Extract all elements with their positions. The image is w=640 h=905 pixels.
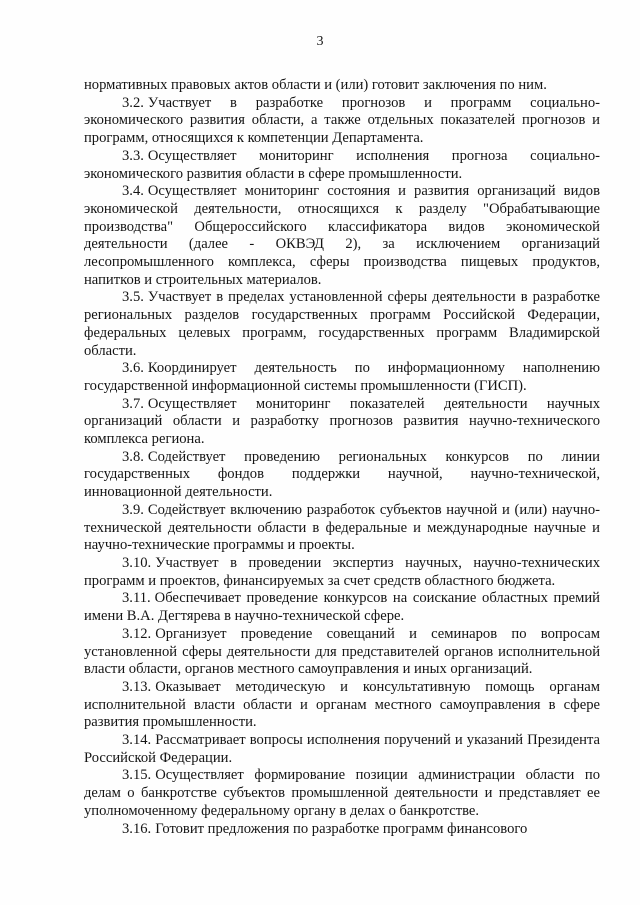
paragraph-number: 3.6.: [122, 360, 144, 377]
paragraph-number: 3.15.: [122, 767, 152, 784]
paragraph-3-13: [84, 679, 600, 732]
paragraph-text: Содействует проведению региональных конкурсов по линии государственных фондов поддержки научной, научно-технической, инновационной деятельности.: [84, 448, 600, 501]
paragraph-number: 3.10.: [122, 554, 152, 571]
paragraph-3-14: [84, 732, 600, 767]
paragraph-text: Осуществляет формирование позиции администрации области по делам о банкротстве субъектов промышленной деятельности и представляет ее уполномоченному федеральному органу в делах о банкротстве.: [84, 767, 600, 819]
paragraph-text: Участвует в разработке прогнозов и программ социально-экономического развития области, а также отдельных показателей прогнозов и программ, относящихся к компетенции Департамента.: [84, 94, 600, 147]
paragraph-text: Участвует в пределах установленной сферы деятельности в разработке региональных разделов государственных программ Российской Федерации, федеральных целевых программ, государственных программ Владимирской области.: [84, 289, 600, 359]
paragraph-text: Готовит предложения по разработке программ финансового: [155, 820, 528, 837]
paragraph-number: 3.11.: [122, 590, 151, 607]
paragraph-text: Обеспечивает проведение конкурсов на соискание областных премий имени В.А. Дегтярева в научно-технической сфере.: [84, 590, 600, 625]
paragraph-3-15: [84, 767, 600, 820]
paragraph-number: 3.5.: [122, 289, 144, 306]
paragraph-number: 3.9.: [122, 501, 144, 518]
paragraph-3-11: [84, 590, 600, 625]
paragraph-3-6: [84, 360, 600, 395]
paragraph-number: 3.12.: [122, 625, 152, 642]
paragraph-3-10: [84, 555, 600, 590]
paragraph-number: 3.3.: [122, 147, 144, 164]
paragraph-text: Осуществляет мониторинг состояния и развития организаций видов экономической деятельности, относящихся к разделу "Обрабатывающие производства" Общероссийского классификатора видов экономической деятельности (далее - ОКВЭД 2), за исключением организаций лесопромышленного комплекса, сферы производства пищевых продуктов, напитков и строительных материалов.: [84, 183, 600, 288]
paragraph-3-9: [84, 502, 600, 555]
paragraph-3-12: [84, 626, 600, 679]
paragraph-number: 3.4.: [122, 183, 144, 200]
paragraph-number: 3.13.: [122, 678, 152, 695]
paragraph-text: Осуществляет мониторинг показателей деятельности научных организаций области и разработку прогнозов развития научно-технического комплекса региона.: [84, 395, 600, 448]
page-number: 3: [316, 34, 324, 49]
paragraph-text: Организует проведение совещаний и семинаров по вопросам установленной сферы деятельности для представителей органов исполнительной власти области, органов местного самоуправления и иных организаций.: [84, 625, 600, 678]
paragraph-text: Координирует деятельность по информационному наполнению государственной информационной системы промышленности (ГИСП).: [84, 360, 600, 394]
paragraph-3-2: [84, 95, 600, 148]
paragraph-number: 3.2.: [122, 94, 144, 111]
paragraph-continuation: [84, 77, 600, 95]
paragraph-text: Осуществляет мониторинг исполнения прогноза социально-экономического развития области в сфере промышленности.: [84, 147, 600, 182]
document-body: [84, 77, 600, 838]
paragraph-3-16: [84, 821, 600, 839]
paragraph-number: 3.14.: [122, 732, 152, 749]
paragraph-text: Участвует в проведении экспертиз научных, научно-технических программ и проектов, финансируемых за счет средств областного бюджета.: [84, 554, 600, 589]
paragraph-3-8: [84, 449, 600, 502]
paragraph-3-4: [84, 183, 600, 289]
paragraph-text: Оказывает методическую и консультативную помощь органам исполнительной власти области и органам местного самоуправления в сфере развития промышленности.: [84, 678, 600, 731]
paragraph-3-7: [84, 396, 600, 449]
paragraph-number: 3.8.: [122, 448, 144, 465]
paragraph-text: Рассматривает вопросы исполнения поручений и указаний Президента Российской Федерации.: [84, 732, 600, 766]
paragraph-3-3: [84, 148, 600, 183]
paragraph-3-5: [84, 289, 600, 360]
paragraph-number: 3.16.: [122, 820, 152, 837]
paragraph-number: 3.7.: [122, 395, 144, 412]
paragraph-text: нормативных правовых актов области и (или) готовит заключения по ним.: [84, 77, 547, 93]
paragraph-text: Содействует включению разработок субъектов научной и (или) научно-технической деятельности области в федеральные и международные научные и научно-технические программы и проекты.: [84, 501, 600, 554]
